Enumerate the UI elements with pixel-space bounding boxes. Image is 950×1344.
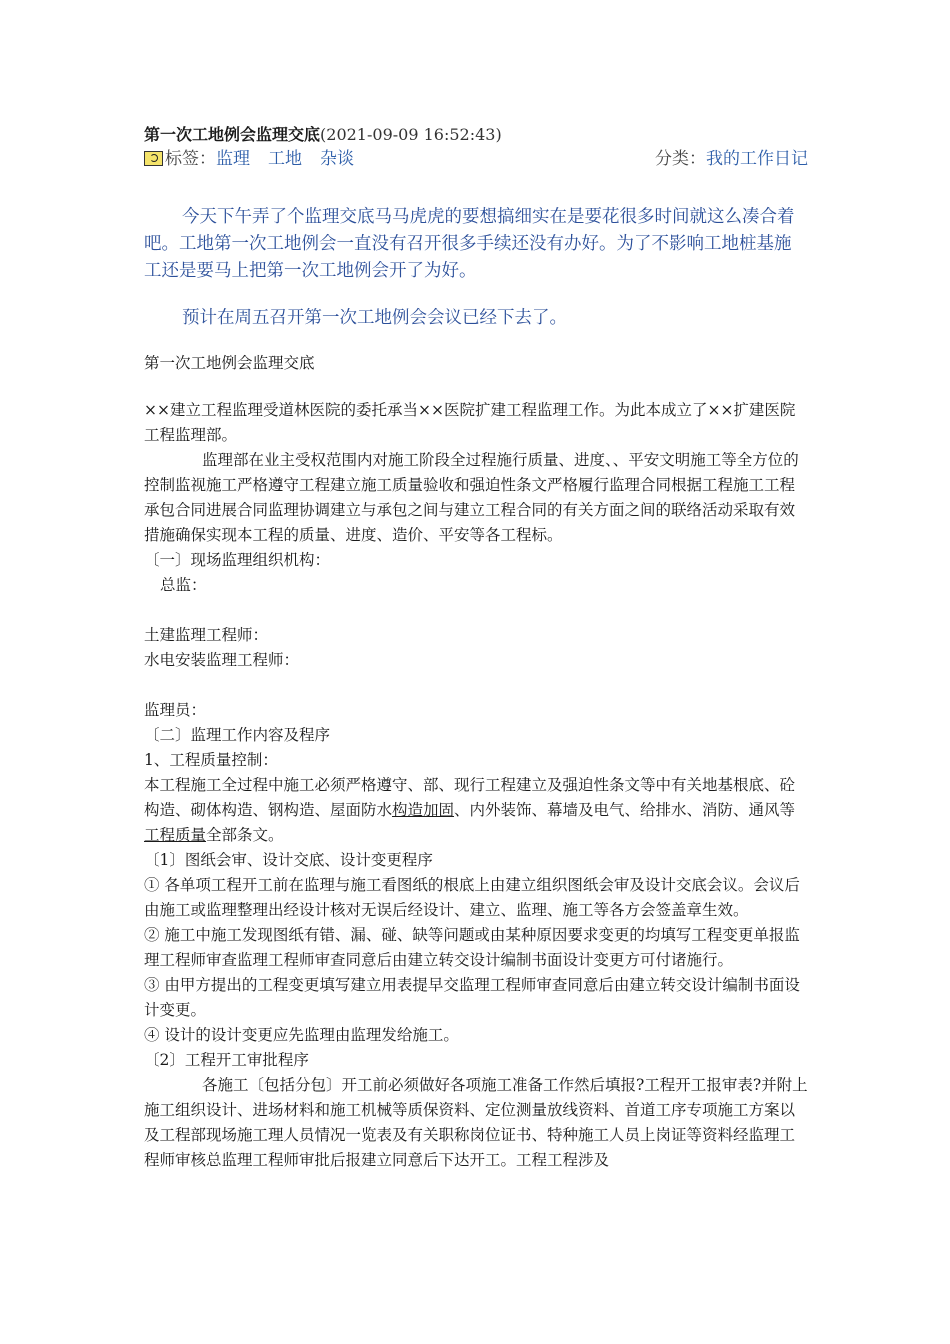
inspector-label: 监理员： bbox=[144, 701, 207, 719]
tag-icon bbox=[144, 151, 163, 166]
item-quality-control: 1、工程质量控制： bbox=[144, 751, 278, 769]
section-heading: 第一次工地例会监理交底 bbox=[144, 354, 315, 372]
intro-paragraph-1: 今天下午弄了个监理交底马马虎虎的要想搞细实在是要花很多时间就这么凑合着吧。工地第一次工地例会一直没有召开很多手续还没有办好。为了不影响工地桩基施工还是要马上把第一次工地例会开了为好。 bbox=[144, 207, 795, 281]
paragraph-org: ××建立工程监理受道林医院的委托承当××医院扩建工程监理工作。为此本成立了××扩建医院工程监理部。 bbox=[144, 401, 796, 444]
clause-1: ① 各单项工程开工前在监理与施工看图纸的根底上由建立组织图纸会审及设计交底会议。会议后由施工或监理整理出经设计核对无误后经设计、建立、监理、施工等各方会签盖章生效。 bbox=[144, 876, 800, 919]
paragraph-commencement: 各施工〔包括分包〕开工前必须做好各项施工准备工作然后填报?工程开工报审表?并附上施工组织设计、进场材料和施工机械等质保资料、定位测量放线资料、首道工序专项施工方案以及工程部现场施工理人员情况一览表及有关职称岗位证书、特种施工人员上岗证等资料经监理工程师审核总监理工程师审批后报建立同意后下达开工。工程工程涉及 bbox=[144, 1076, 808, 1169]
paragraph-quality bbox=[144, 773, 808, 848]
category bbox=[655, 146, 808, 172]
link-engineering-quality[interactable]: 工程质量 bbox=[144, 826, 207, 844]
civil-engineer-label: 土建监理工程师： bbox=[144, 626, 269, 644]
tag-link-misc[interactable]: 杂谈 bbox=[320, 149, 354, 169]
intro-paragraph-2: 预计在周五召开第一次工地例会会议已经下去了。 bbox=[182, 308, 567, 328]
sub-heading-content: 〔二〕监理工作内容及程序 bbox=[144, 726, 331, 744]
sub-heading-drawings: 〔1〕图纸会审、设计交底、设计变更程序 bbox=[144, 851, 433, 869]
sub-heading-commencement: 〔2〕工程开工审批程序 bbox=[144, 1051, 309, 1069]
post-timestamp: (2021-09-09 16:52:43) bbox=[320, 125, 502, 144]
quality-text-c: 全部条文。 bbox=[206, 826, 284, 844]
tag-link-supervision[interactable]: 监理 bbox=[216, 149, 250, 169]
category-label: 分类： bbox=[655, 149, 706, 169]
paragraph-scope: 监理部在业主受权范围内对施工阶段全过程施行质量、进度、、平安文明施工等全方位的控制监视施工严格遵守工程建立施工质量验收和强迫性条文严格履行监理合同根据工程施工工程承包合同进展合同监理协调建立与承包之间与建立工程合同的有关方面之间的联络活动采取有效措施确保实现本工程的质量、进度、造价、平安等各工程标。 bbox=[144, 451, 799, 544]
quality-text-a: 本工程施工全过程中施工必须严格遵守、部、现行工程建立及强迫性条文等中有关地基根底、砼构造、砌体构造、钢构造、屋面防水 bbox=[144, 776, 796, 819]
tag-line bbox=[144, 146, 808, 172]
post-title[interactable]: 第一次工地例会监理交底 bbox=[144, 125, 321, 144]
post-title-line bbox=[144, 124, 808, 146]
chief-supervisor-label: 总监： bbox=[160, 576, 207, 594]
sub-heading-org: 〔一〕现场监理组织机构： bbox=[144, 551, 331, 569]
category-link[interactable]: 我的工作日记 bbox=[706, 149, 808, 169]
mep-engineer-label: 水电安装监理工程师： bbox=[144, 651, 300, 669]
clause-2: ② 施工中施工发现图纸有错、漏、碰、缺等问题或由某种原因要求变更的均填写工程变更单报监理工程师审查监理工程师审查同意后由建立转交设计编制书面设计变更方可付诸施行。 bbox=[144, 926, 800, 969]
quality-text-b: 、内外装饰、幕墙及电气、给排水、消防、通风等 bbox=[454, 801, 796, 819]
tags-label: 标签： bbox=[165, 149, 216, 169]
blog-post bbox=[144, 124, 808, 1173]
tag-link-site[interactable]: 工地 bbox=[268, 149, 302, 169]
clause-4: ④ 设计的设计变更应先监理由监理发给施工。 bbox=[144, 1026, 459, 1044]
clause-3: ③ 由甲方提出的工程变更填写建立用表提早交监理工程师审查同意后由建立转交设计编制书面设计变更。 bbox=[144, 976, 800, 1019]
link-structural-reinforcement[interactable]: 构造加固 bbox=[392, 801, 455, 819]
